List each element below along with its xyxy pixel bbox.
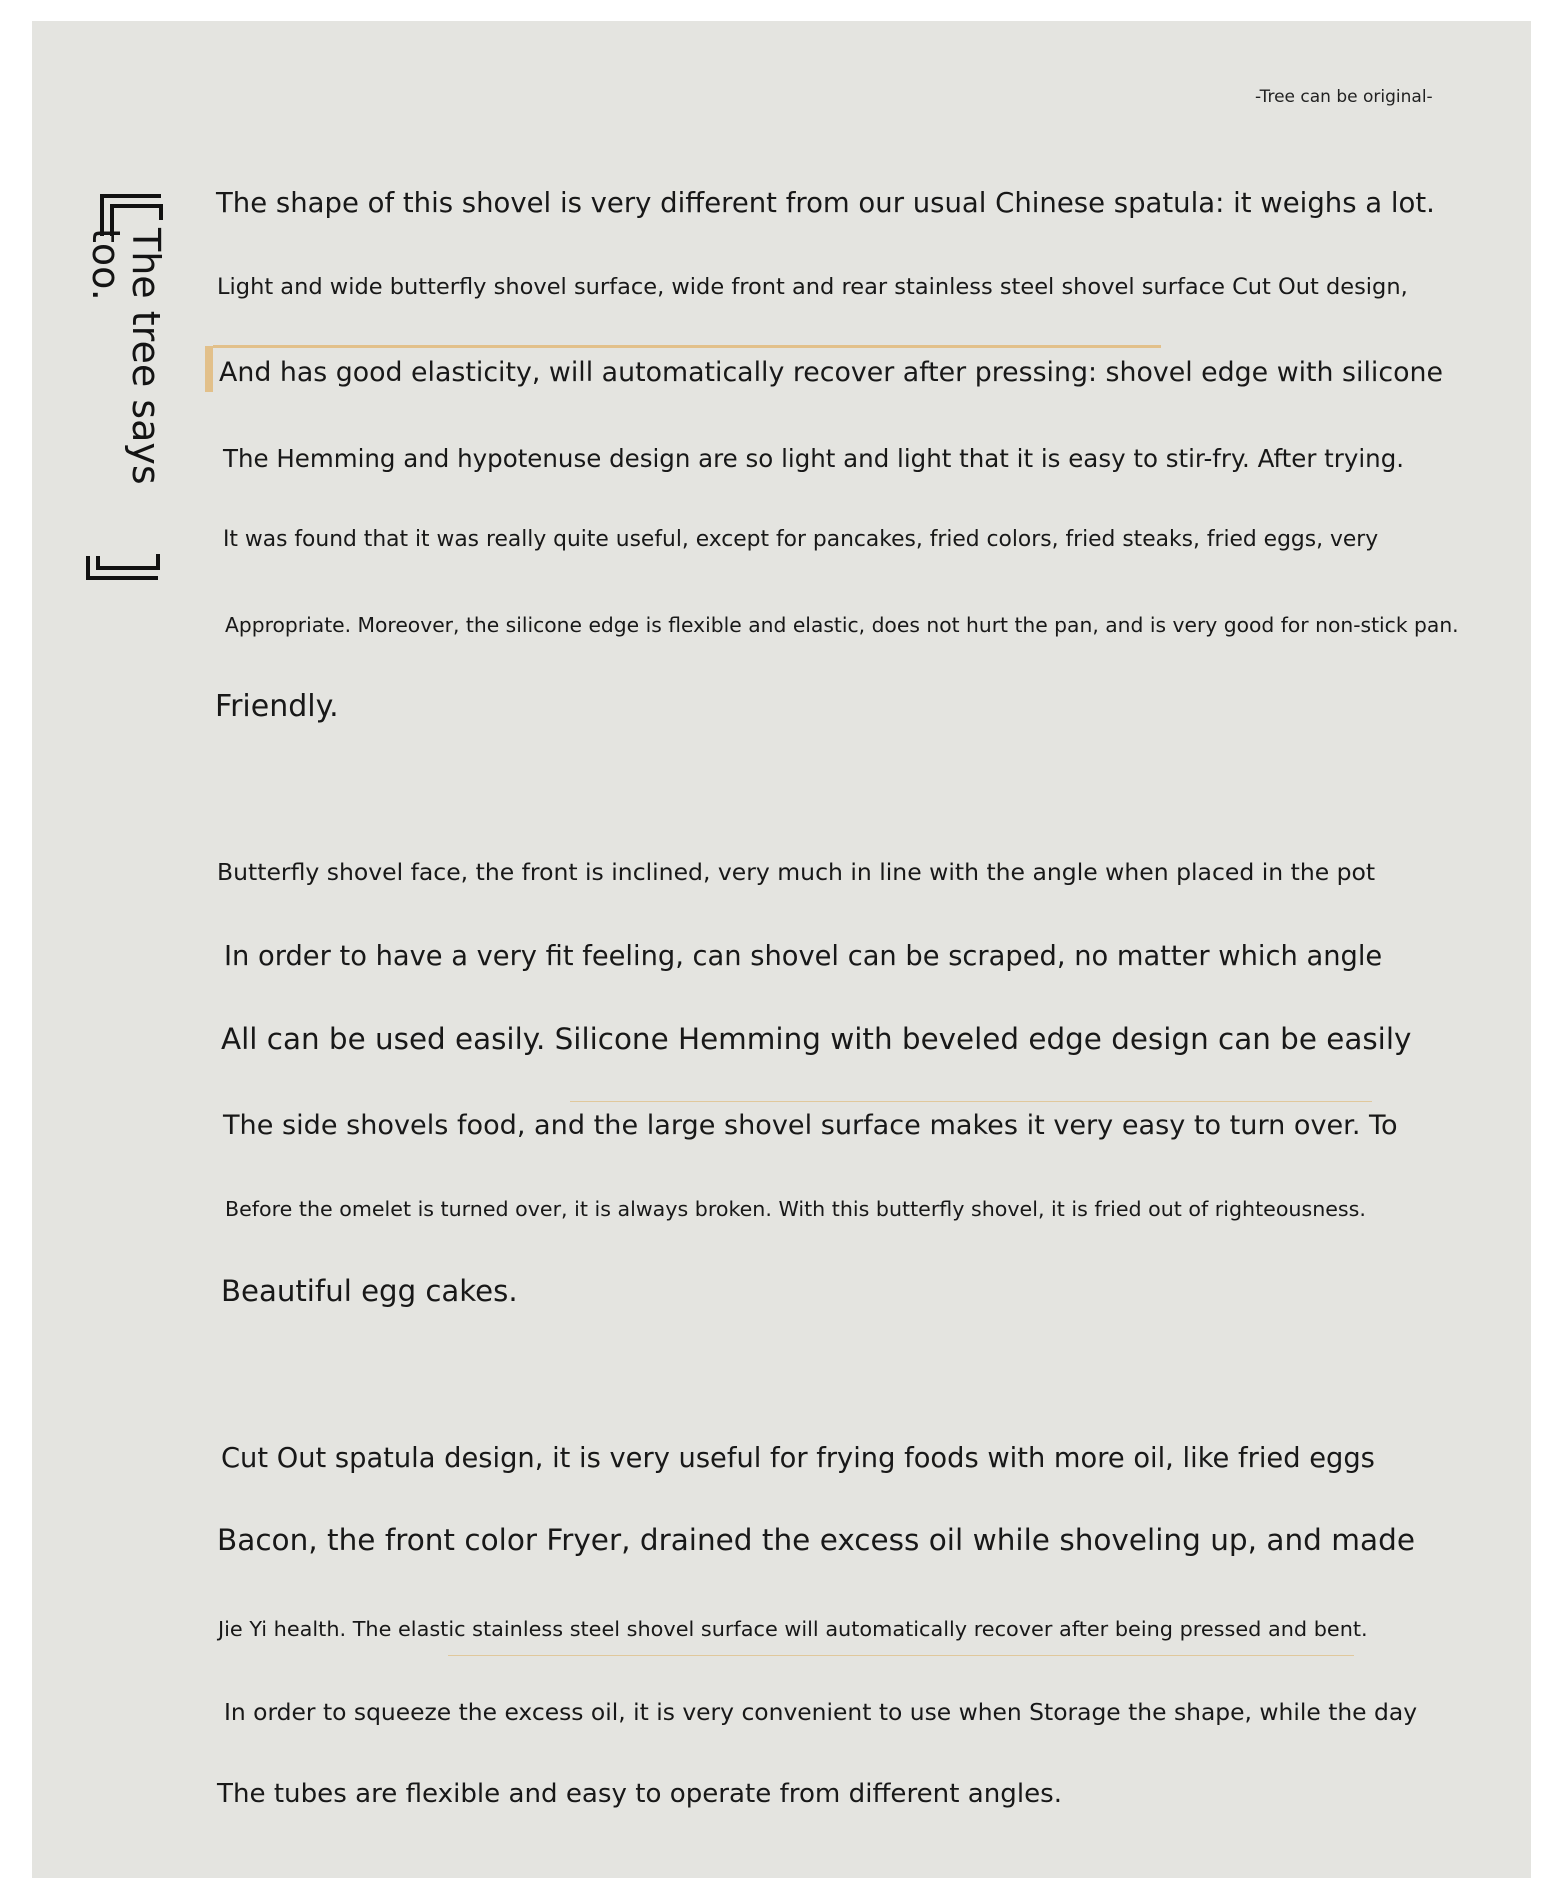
text-line: Appropriate. Moreover, the silicone edge is flexible and elastic, does not hurt the pan, and is very good for non-stick pan. [225, 613, 1459, 637]
text-line: In order to squeeze the excess oil, it is very convenient to use when Storage the shape, while the day [224, 1698, 1418, 1726]
text-line: The Hemming and hypotenuse design are so light and light that it is easy to stir-fry. After trying. [223, 444, 1405, 473]
accent-bar [205, 346, 213, 392]
side-title: The tree says too. [84, 228, 168, 485]
text-line: Light and wide butterfly shovel surface, wide front and rear stainless steel shovel surface Cut Out design, [217, 274, 1408, 300]
text-line: Friendly. [215, 689, 339, 724]
text-line: And has good elasticity, will automatically recover after pressing: shovel edge with silicone [219, 357, 1443, 388]
credit-caption: -Tree can be original- [1255, 87, 1433, 107]
text-line: In order to have a very fit feeling, can shovel can be scraped, no matter which angle [224, 941, 1383, 972]
text-line: All can be used easily. Silicone Hemming with beveled edge design can be easily [221, 1022, 1412, 1056]
text-line: Beautiful egg cakes. [221, 1274, 518, 1308]
text-line: It was found that it was really quite useful, except for pancakes, fried colors, fried steaks, fried eggs, very [223, 527, 1379, 552]
text-line: Bacon, the front color Fryer, drained the excess oil while shoveling up, and made [217, 1523, 1415, 1557]
text-line: Before the omelet is turned over, it is always broken. With this butterfly shovel, it is fried out of righteousness. [225, 1197, 1366, 1221]
text-line: The side shovels food, and the large shovel surface makes it very easy to turn over. To [223, 1110, 1398, 1141]
text-line: The tubes are flexible and easy to operate from different angles. [217, 1779, 1063, 1809]
text-line: Cut Out spatula design, it is very useful for frying foods with more oil, like fried eggs [221, 1443, 1375, 1474]
text-line: Jie Yi health. The elastic stainless steel shovel surface will automatically recover after being pressed and bent. [218, 1617, 1368, 1641]
highlight-rule [570, 1101, 1372, 1102]
corner-bracket-bottom-icon [86, 552, 160, 582]
text-line: The shape of this shovel is very different from our usual Chinese spatula: it weighs a lot. [216, 187, 1435, 219]
highlight-rule [448, 1655, 1354, 1656]
text-line: Butterfly shovel face, the front is inclined, very much in line with the angle when placed in the pot [217, 858, 1376, 886]
accent-rule [213, 345, 1161, 348]
side-title-block [86, 192, 176, 582]
